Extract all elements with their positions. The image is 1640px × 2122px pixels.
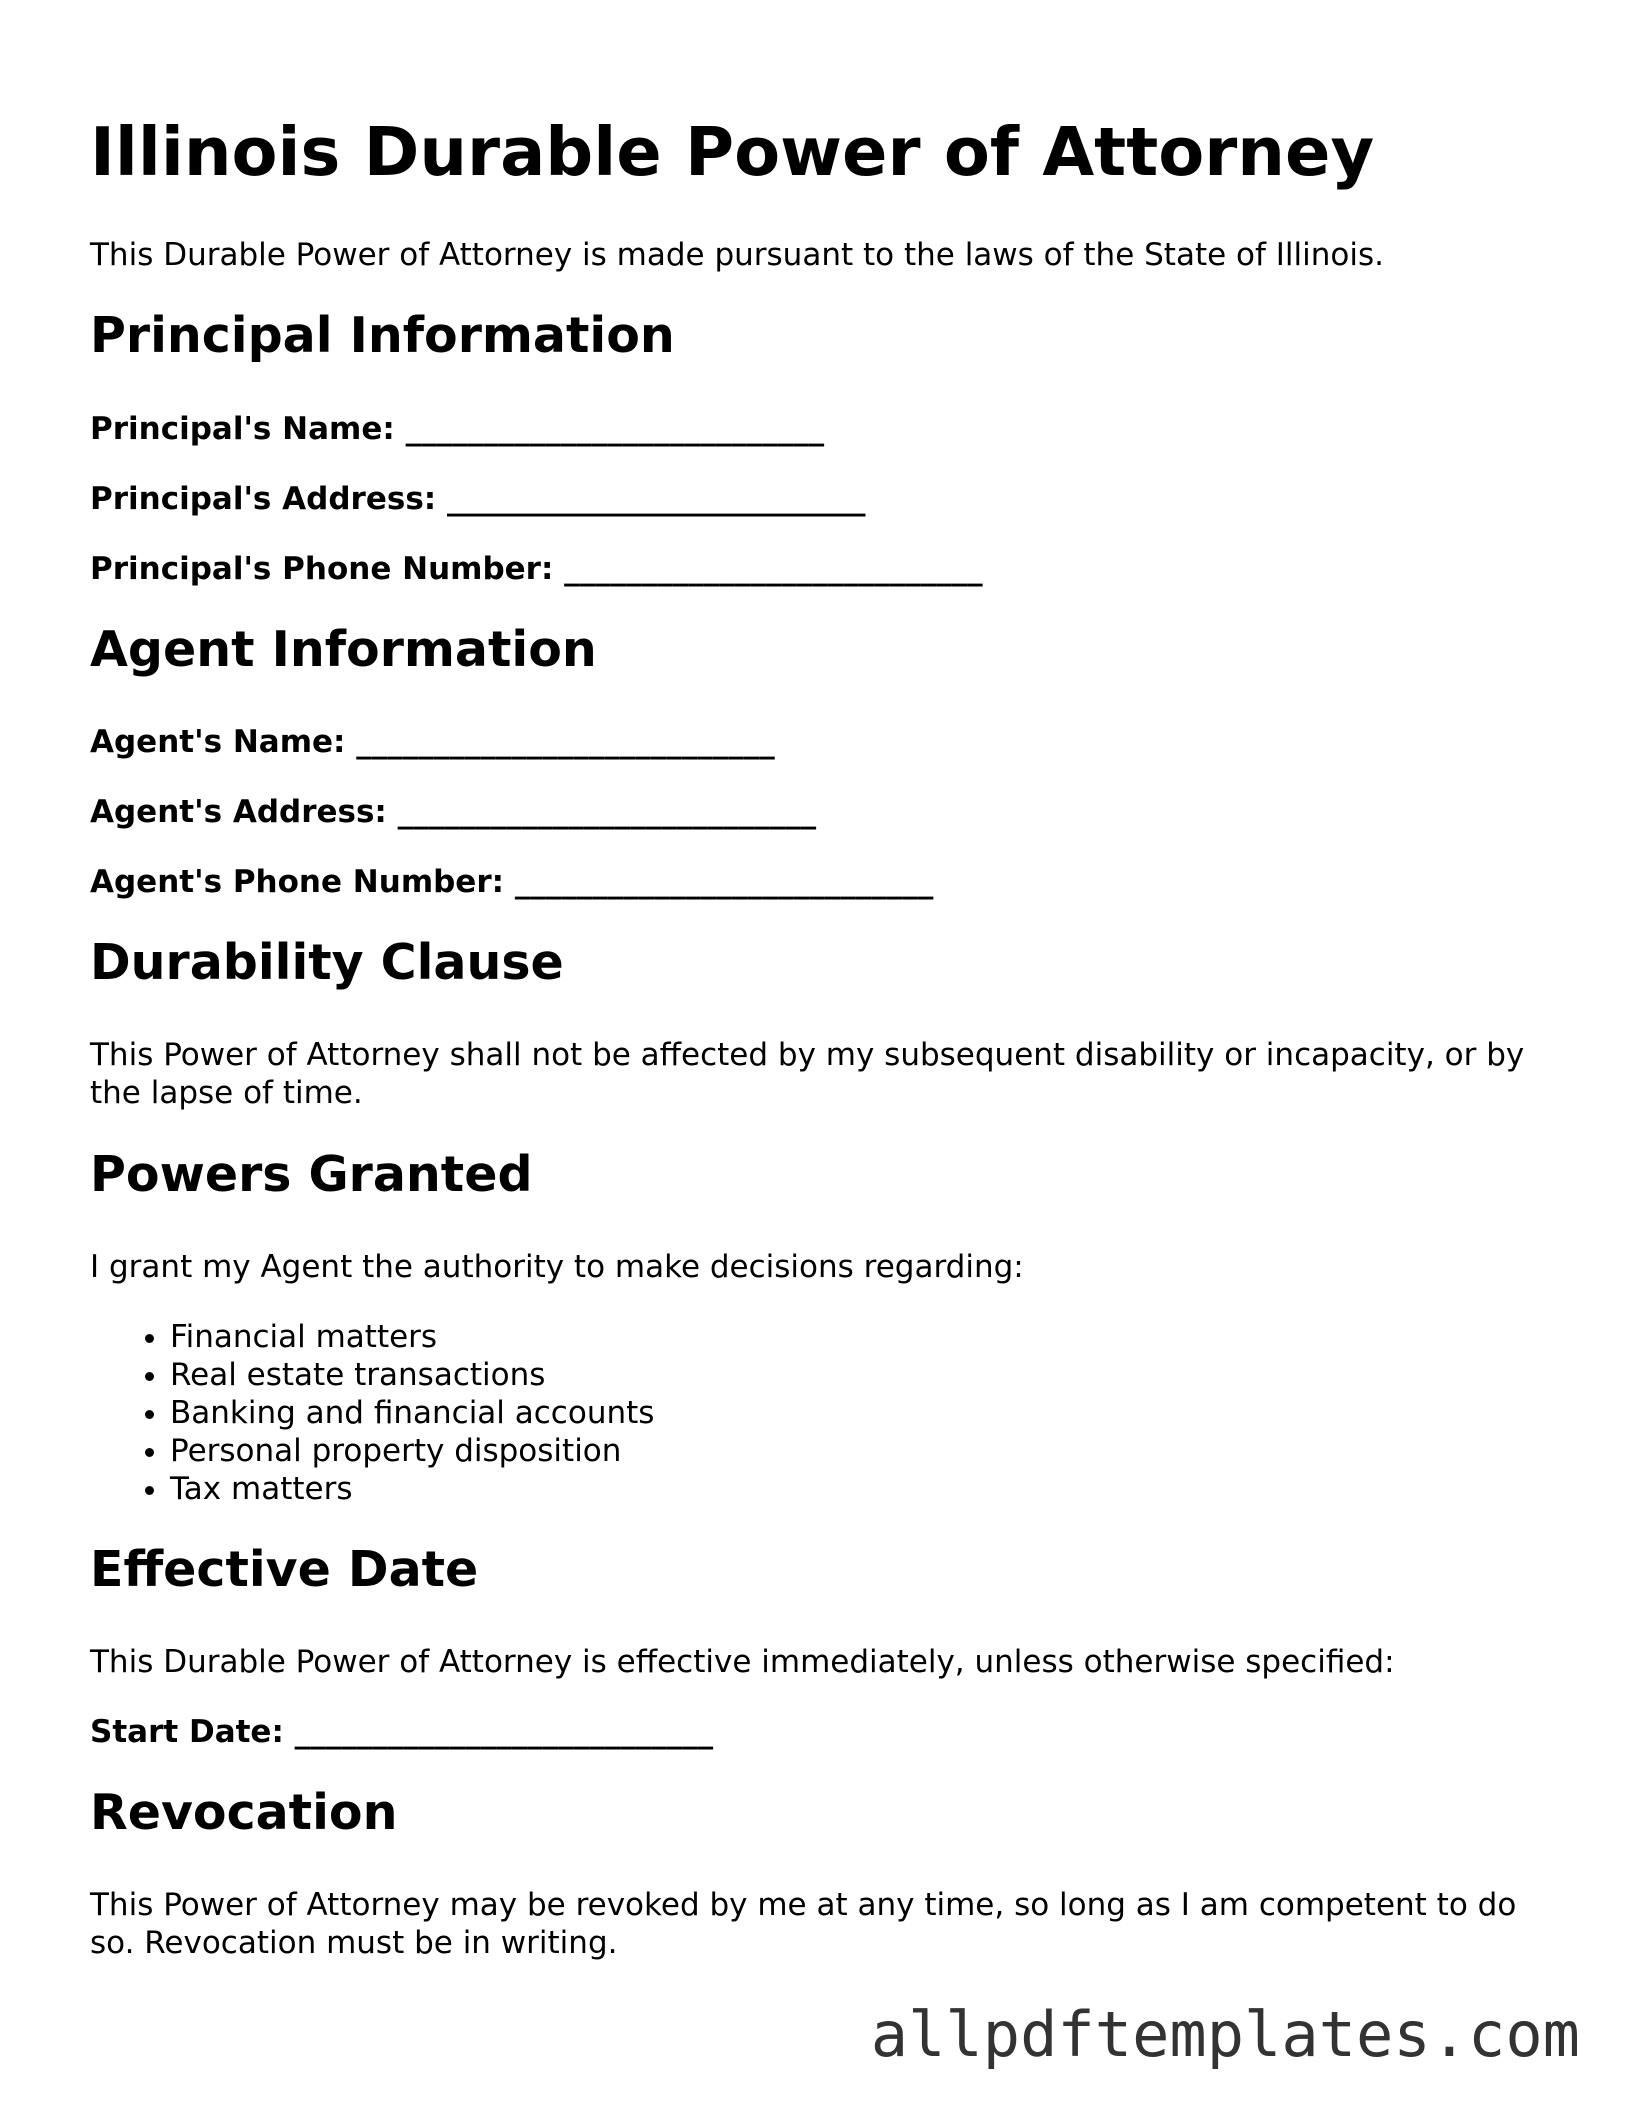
principal-phone-blank: ___________________________	[564, 551, 983, 587]
list-item: • Tax matters	[170, 1470, 654, 1508]
start-date-blank: ___________________________	[294, 1714, 714, 1750]
principal-address-blank: ___________________________	[446, 481, 866, 517]
agent-phone-field	[90, 863, 933, 901]
powers-heading: Powers Granted	[90, 1146, 533, 1203]
list-item: • Personal property disposition	[170, 1432, 654, 1470]
agent-heading: Agent Information	[90, 621, 597, 678]
revocation-text: This Power of Attorney may be revoked by me at any time, so long as I am competent to do so. Revocation must be in writing.	[90, 1887, 1517, 1961]
principal-address-field	[90, 480, 865, 518]
principal-name-field	[90, 410, 824, 448]
agent-address-label: Agent's Address:	[90, 794, 387, 830]
intro-text: This Durable Power of Attorney is made pursuant to the laws of the State of Illinois.	[90, 237, 1384, 273]
revocation-heading: Revocation	[90, 1784, 398, 1841]
principal-phone-field	[90, 550, 983, 588]
principal-heading: Principal Information	[90, 307, 675, 364]
agent-name-label: Agent's Name:	[90, 724, 346, 760]
agent-phone-blank: ___________________________	[514, 864, 934, 900]
document-title: Illinois Durable Power of Attorney	[90, 113, 1375, 191]
start-date-field	[90, 1713, 713, 1751]
start-date-label: Start Date:	[90, 1714, 284, 1750]
powers-list	[90, 1318, 654, 1508]
list-item: • Financial matters	[170, 1318, 654, 1356]
agent-name-field	[90, 723, 775, 761]
agent-address-field	[90, 793, 816, 831]
durability-text: This Power of Attorney shall not be affected by my subsequent disability or incapacity, or by the lapse of time.	[90, 1037, 1525, 1111]
durability-heading: Durability Clause	[90, 934, 564, 991]
agent-phone-label: Agent's Phone Number:	[90, 864, 505, 900]
agent-address-blank: ___________________________	[397, 794, 817, 830]
list-item: • Banking and financial accounts	[170, 1394, 654, 1432]
principal-address-label: Principal's Address:	[90, 481, 437, 517]
powers-intro-text: I grant my Agent the authority to make decisions regarding:	[90, 1249, 1024, 1285]
list-item: • Real estate transactions	[170, 1356, 654, 1394]
watermark-text: allpdftemplates.com	[870, 1998, 1580, 2071]
principal-name-label: Principal's Name:	[90, 411, 395, 447]
effective-text: This Durable Power of Attorney is effective immediately, unless otherwise specified:	[90, 1644, 1395, 1680]
principal-name-blank: ___________________________	[405, 411, 825, 447]
principal-phone-label: Principal's Phone Number:	[90, 551, 554, 587]
effective-heading: Effective Date	[90, 1541, 479, 1598]
agent-name-blank: ___________________________	[356, 724, 775, 760]
